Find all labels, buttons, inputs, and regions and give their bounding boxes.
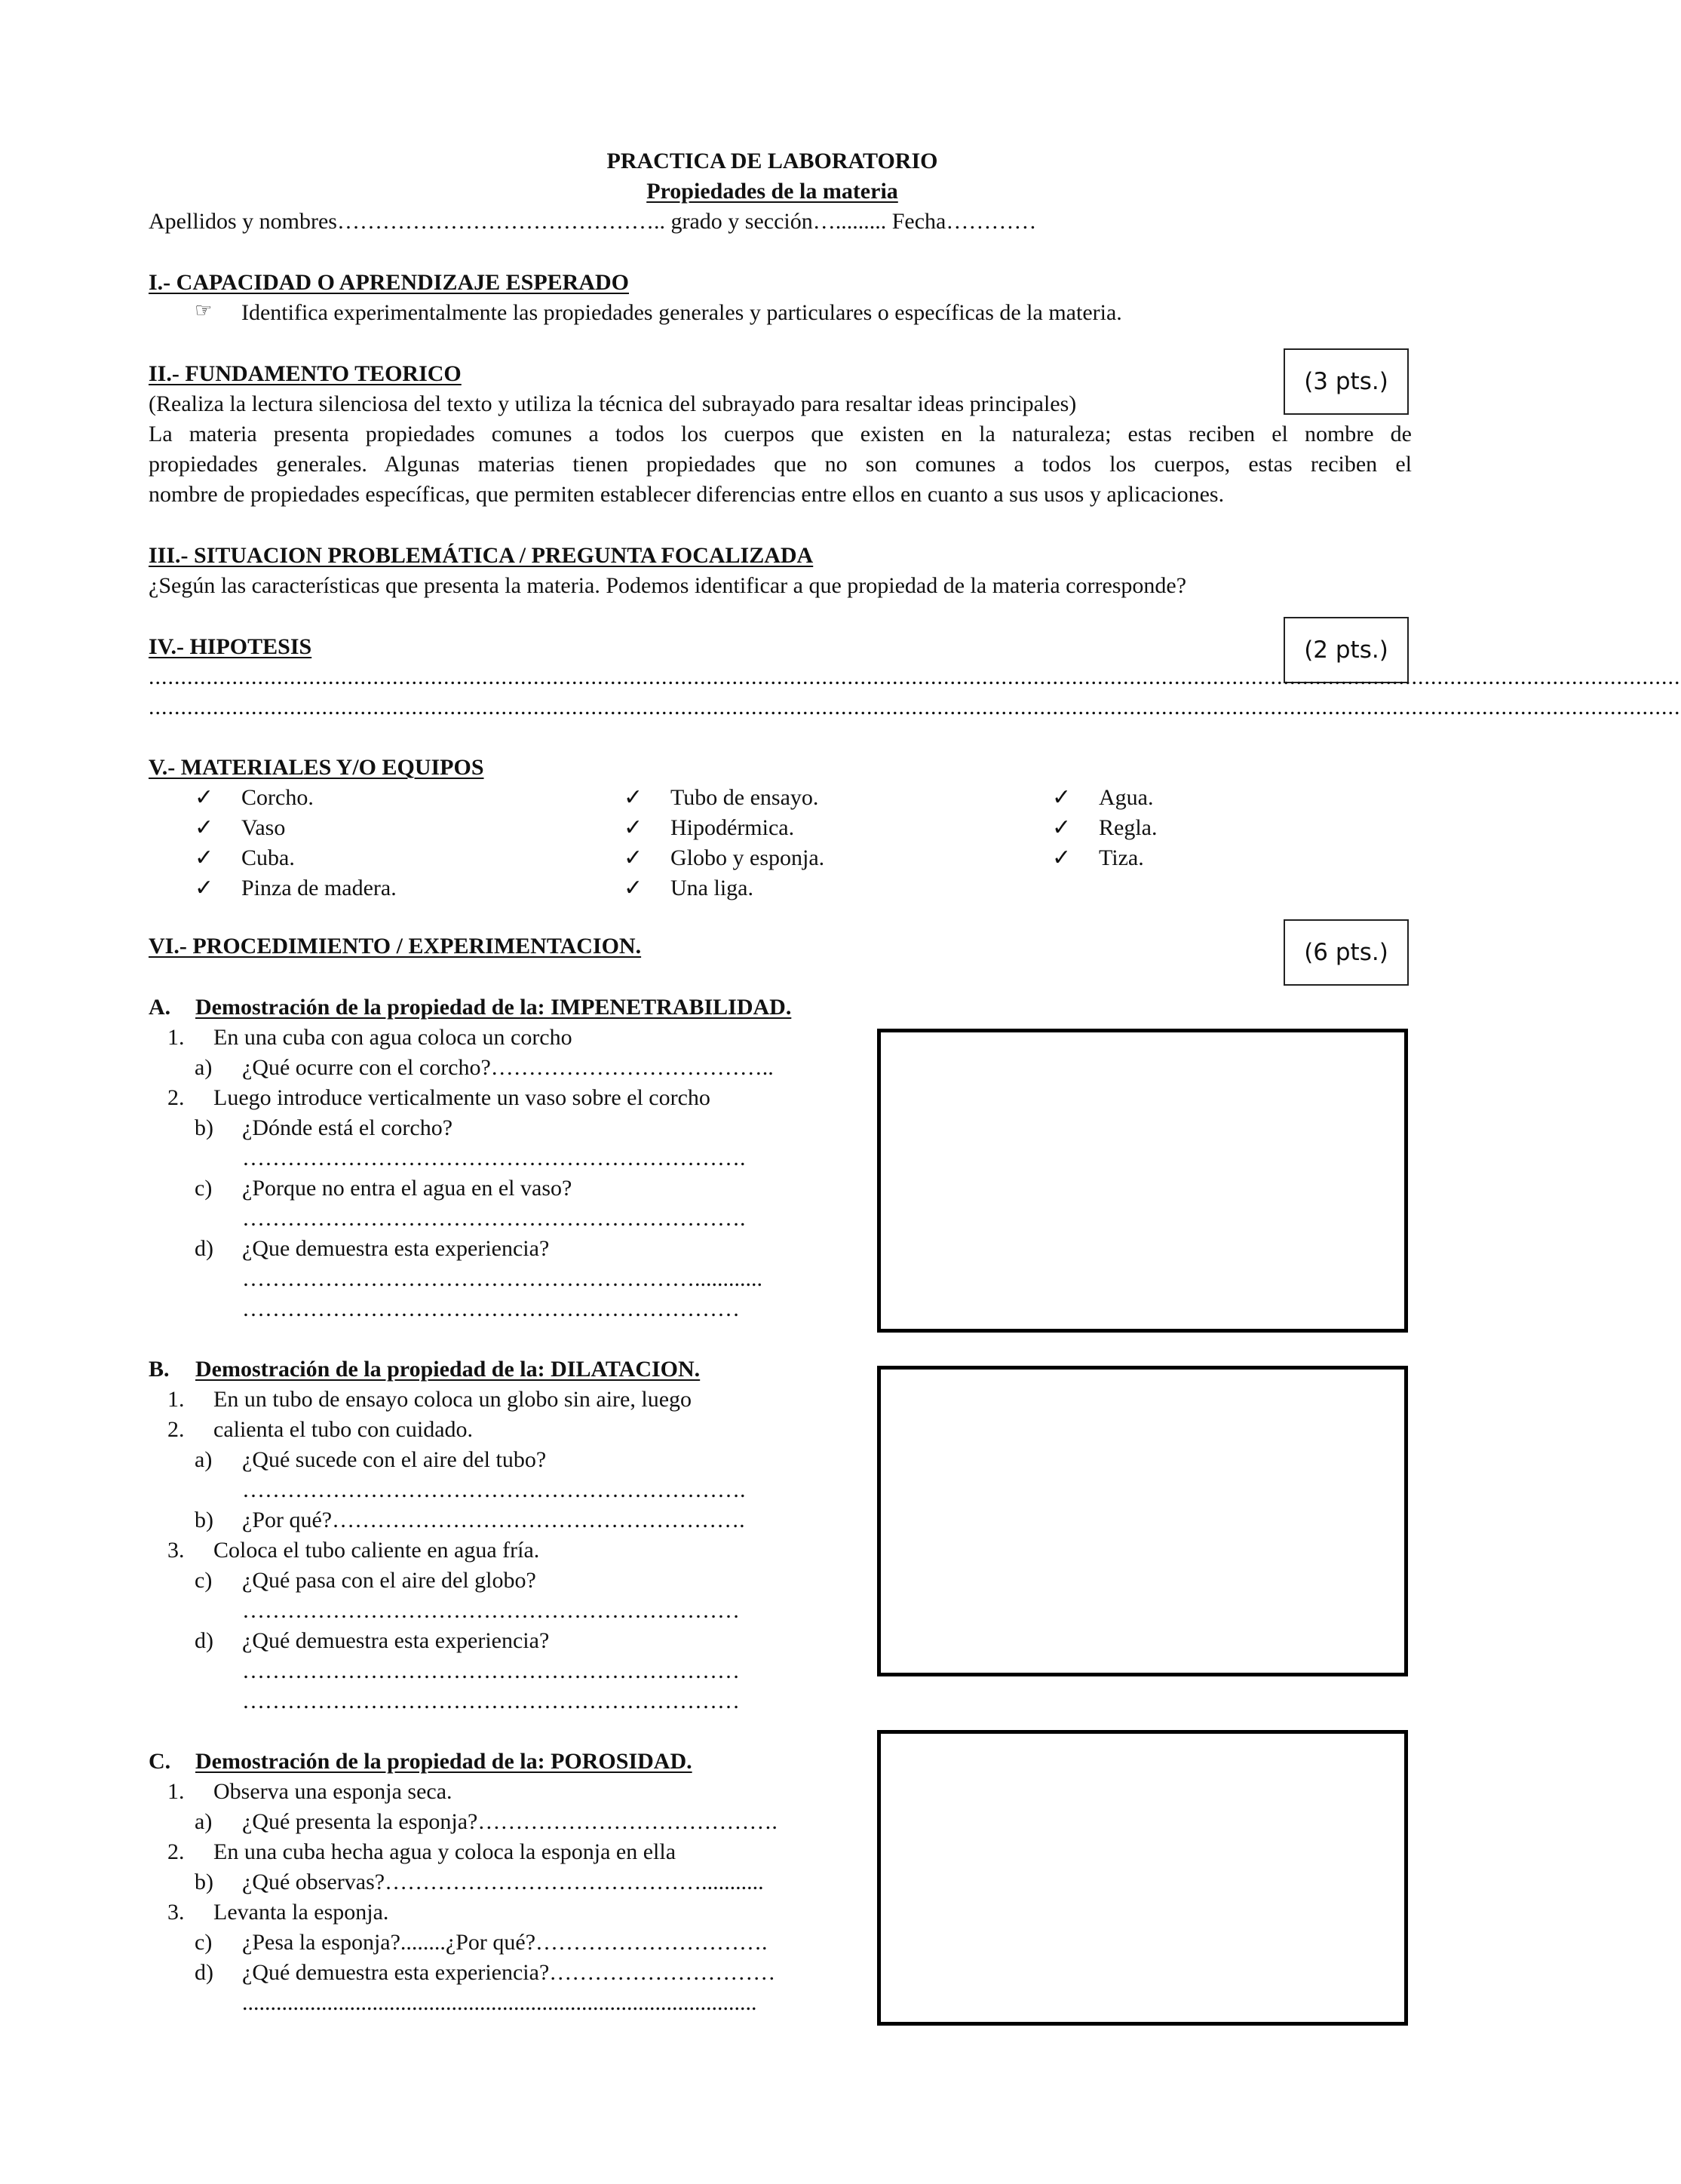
theory-paragraph-line: propiedades generales. Algunas materias tienen propiedades que no son comunes a todos los cuerpos, estas reciben el xyxy=(149,452,1412,477)
answer-line[interactable]: …………………………………………………………. xyxy=(242,1477,746,1502)
check-icon: ✓ xyxy=(624,814,643,841)
part-c-letter: C. xyxy=(149,1749,171,1774)
check-icon: ✓ xyxy=(195,845,214,871)
step-text: Levanta la esponja. xyxy=(213,1900,389,1925)
question-text[interactable]: ¿Qué demuestra esta experiencia?………………………… xyxy=(242,1960,776,1985)
section-3-heading: III.- SITUACION PROBLEMÁTICA / PREGUNTA FOCALIZADA xyxy=(149,543,814,568)
material-item: Regla. xyxy=(1099,815,1158,840)
theory-paragraph-line: nombre de propiedades específicas, que permiten establecer diferencias entre ellos en cuanto a sus usos y aplicaciones. xyxy=(149,482,1225,507)
question-text: ¿Qué sucede con el aire del tubo? xyxy=(242,1447,547,1472)
step-number: 3. xyxy=(167,1900,185,1925)
page-title: PRACTICA DE LABORATORIO xyxy=(606,149,938,173)
question-letter: a) xyxy=(195,1055,213,1080)
step-text: En una cuba con agua coloca un corcho xyxy=(213,1025,572,1050)
page-subtitle: Propiedades de la materia xyxy=(646,179,898,204)
answer-line[interactable]: ........................................................................................... xyxy=(242,1990,757,2015)
check-icon: ✓ xyxy=(624,784,643,811)
check-icon: ✓ xyxy=(195,814,214,841)
check-icon: ✓ xyxy=(1052,845,1072,871)
part-b-letter: B. xyxy=(149,1357,170,1382)
question-letter: b) xyxy=(195,1115,213,1140)
question-text: ¿Qué demuestra esta experiencia? xyxy=(242,1628,550,1653)
step-text: calienta el tubo con cuidado. xyxy=(213,1417,474,1442)
material-item: Tubo de ensayo. xyxy=(670,785,819,810)
step-text: Observa una esponja seca. xyxy=(213,1779,452,1804)
points-box-procedure: (6 pts.) xyxy=(1284,919,1409,986)
part-c-title: Demostración de la propiedad de la: POROSIDAD. xyxy=(195,1749,692,1774)
hypothesis-answer-line[interactable]: ............................................................................................................................................................................................................................................... xyxy=(149,664,1681,689)
part-a-title: Demostración de la propiedad de la: IMPENETRABILIDAD. xyxy=(195,995,792,1020)
step-number: 2. xyxy=(167,1417,185,1442)
section-1-bullet: Identifica experimentalmente las propiedades generales y particulares o específicas de la materia. xyxy=(241,300,1122,325)
answer-line[interactable]: …………………………………………………………. xyxy=(242,1146,746,1170)
question-text[interactable]: ¿Qué presenta la esponja?…………………………………. xyxy=(242,1809,778,1834)
question-text: ¿Dónde está el corcho? xyxy=(242,1115,453,1140)
question-text[interactable]: ¿Pesa la esponja?........¿Por qué?…………………………. xyxy=(242,1930,768,1955)
material-item: Corcho. xyxy=(241,785,314,810)
points-box-hypothesis: (2 pts.) xyxy=(1284,617,1409,683)
check-icon: ✓ xyxy=(195,784,214,811)
question-letter: a) xyxy=(195,1809,213,1834)
check-icon: ✓ xyxy=(1052,814,1072,841)
answer-line[interactable]: ………………………………………………………… xyxy=(242,1658,740,1683)
answer-line[interactable]: ………………………………………………………… xyxy=(242,1598,740,1623)
focal-question: ¿Según las características que presenta la materia. Podemos identificar a que propiedad de la materia corresponde? xyxy=(149,573,1187,598)
section-2-instruction: (Realiza la lectura silenciosa del texto y utiliza la técnica del subrayado para resaltar ideas principales) xyxy=(149,391,1077,416)
question-letter: c) xyxy=(195,1568,213,1593)
material-item: Vaso xyxy=(241,815,286,840)
step-text: Luego introduce verticalmente un vaso sobre el corcho xyxy=(213,1085,710,1110)
material-item: Una liga. xyxy=(670,876,753,900)
material-item: Hipodérmica. xyxy=(670,815,795,840)
question-letter: c) xyxy=(195,1930,213,1955)
step-number: 2. xyxy=(167,1839,185,1864)
check-icon: ✓ xyxy=(624,875,643,901)
step-number: 1. xyxy=(167,1387,185,1412)
section-4-heading: IV.- HIPOTESIS xyxy=(149,634,312,659)
theory-paragraph-line: La materia presenta propiedades comunes a todos los cuerpos que existen en la naturaleza; estas reciben el nombre de xyxy=(149,422,1412,446)
question-text: ¿Que demuestra esta experiencia? xyxy=(242,1236,550,1261)
question-letter: b) xyxy=(195,1870,213,1894)
step-number: 2. xyxy=(167,1085,185,1110)
question-text[interactable]: ¿Qué ocurre con el corcho?……………………………….. xyxy=(242,1055,774,1080)
section-1-heading: I.- CAPACIDAD O APRENDIZAJE ESPERADO xyxy=(149,270,629,295)
question-letter: d) xyxy=(195,1628,213,1653)
section-5-heading: V.- MATERIALES Y/O EQUIPOS xyxy=(149,755,484,780)
answer-line[interactable]: …………………………………………………………. xyxy=(242,1206,746,1231)
step-number: 1. xyxy=(167,1025,185,1050)
material-item: Pinza de madera. xyxy=(241,876,397,900)
pointing-hand-icon: ☞ xyxy=(195,299,213,322)
answer-line[interactable]: ………………………………………………………… xyxy=(242,1296,740,1321)
check-icon: ✓ xyxy=(195,875,214,901)
question-text: ¿Qué pasa con el aire del globo? xyxy=(242,1568,536,1593)
drawing-box-impenetrability[interactable] xyxy=(877,1029,1408,1333)
question-letter: d) xyxy=(195,1236,213,1261)
hypothesis-answer-line[interactable]: ............................................................................................................................................................................................................................................... xyxy=(149,695,1681,719)
step-text: En un tubo de ensayo coloca un globo sin aire, luego xyxy=(213,1387,692,1412)
step-number: 3. xyxy=(167,1538,185,1563)
check-icon: ✓ xyxy=(624,845,643,871)
question-letter: c) xyxy=(195,1176,213,1201)
points-box-theory: (3 pts.) xyxy=(1284,348,1409,415)
section-2-heading: II.- FUNDAMENTO TEORICO xyxy=(149,361,462,386)
student-info-line: Apellidos y nombres…………………………………….. grado y sección…......... Fecha………… xyxy=(149,209,1037,234)
material-item: Cuba. xyxy=(241,845,295,870)
material-item: Agua. xyxy=(1099,785,1154,810)
part-a-letter: A. xyxy=(149,995,171,1020)
drawing-box-porosity[interactable] xyxy=(877,1730,1408,2026)
check-icon: ✓ xyxy=(1052,784,1072,811)
question-letter: b) xyxy=(195,1508,213,1532)
answer-line[interactable]: ………………………………………………………… xyxy=(242,1689,740,1713)
step-text: Coloca el tubo caliente en agua fría. xyxy=(213,1538,540,1563)
step-text: En una cuba hecha agua y coloca la esponja en ella xyxy=(213,1839,676,1864)
material-item: Globo y esponja. xyxy=(670,845,825,870)
part-b-title: Demostración de la propiedad de la: DILATACION. xyxy=(195,1357,701,1382)
step-number: 1. xyxy=(167,1779,185,1804)
section-6-heading: VI.- PROCEDIMIENTO / EXPERIMENTACION. xyxy=(149,934,642,959)
question-text: ¿Porque no entra el agua en el vaso? xyxy=(242,1176,572,1201)
question-letter: a) xyxy=(195,1447,213,1472)
question-text[interactable]: ¿Por qué?………………………………………………. xyxy=(242,1508,745,1532)
question-text[interactable]: ¿Qué observas?……………………………………........... xyxy=(242,1870,764,1894)
question-letter: d) xyxy=(195,1960,213,1985)
drawing-box-dilatation[interactable] xyxy=(877,1366,1408,1676)
material-item: Tiza. xyxy=(1099,845,1144,870)
answer-line[interactable]: ……………………………………………………............ xyxy=(242,1266,762,1291)
